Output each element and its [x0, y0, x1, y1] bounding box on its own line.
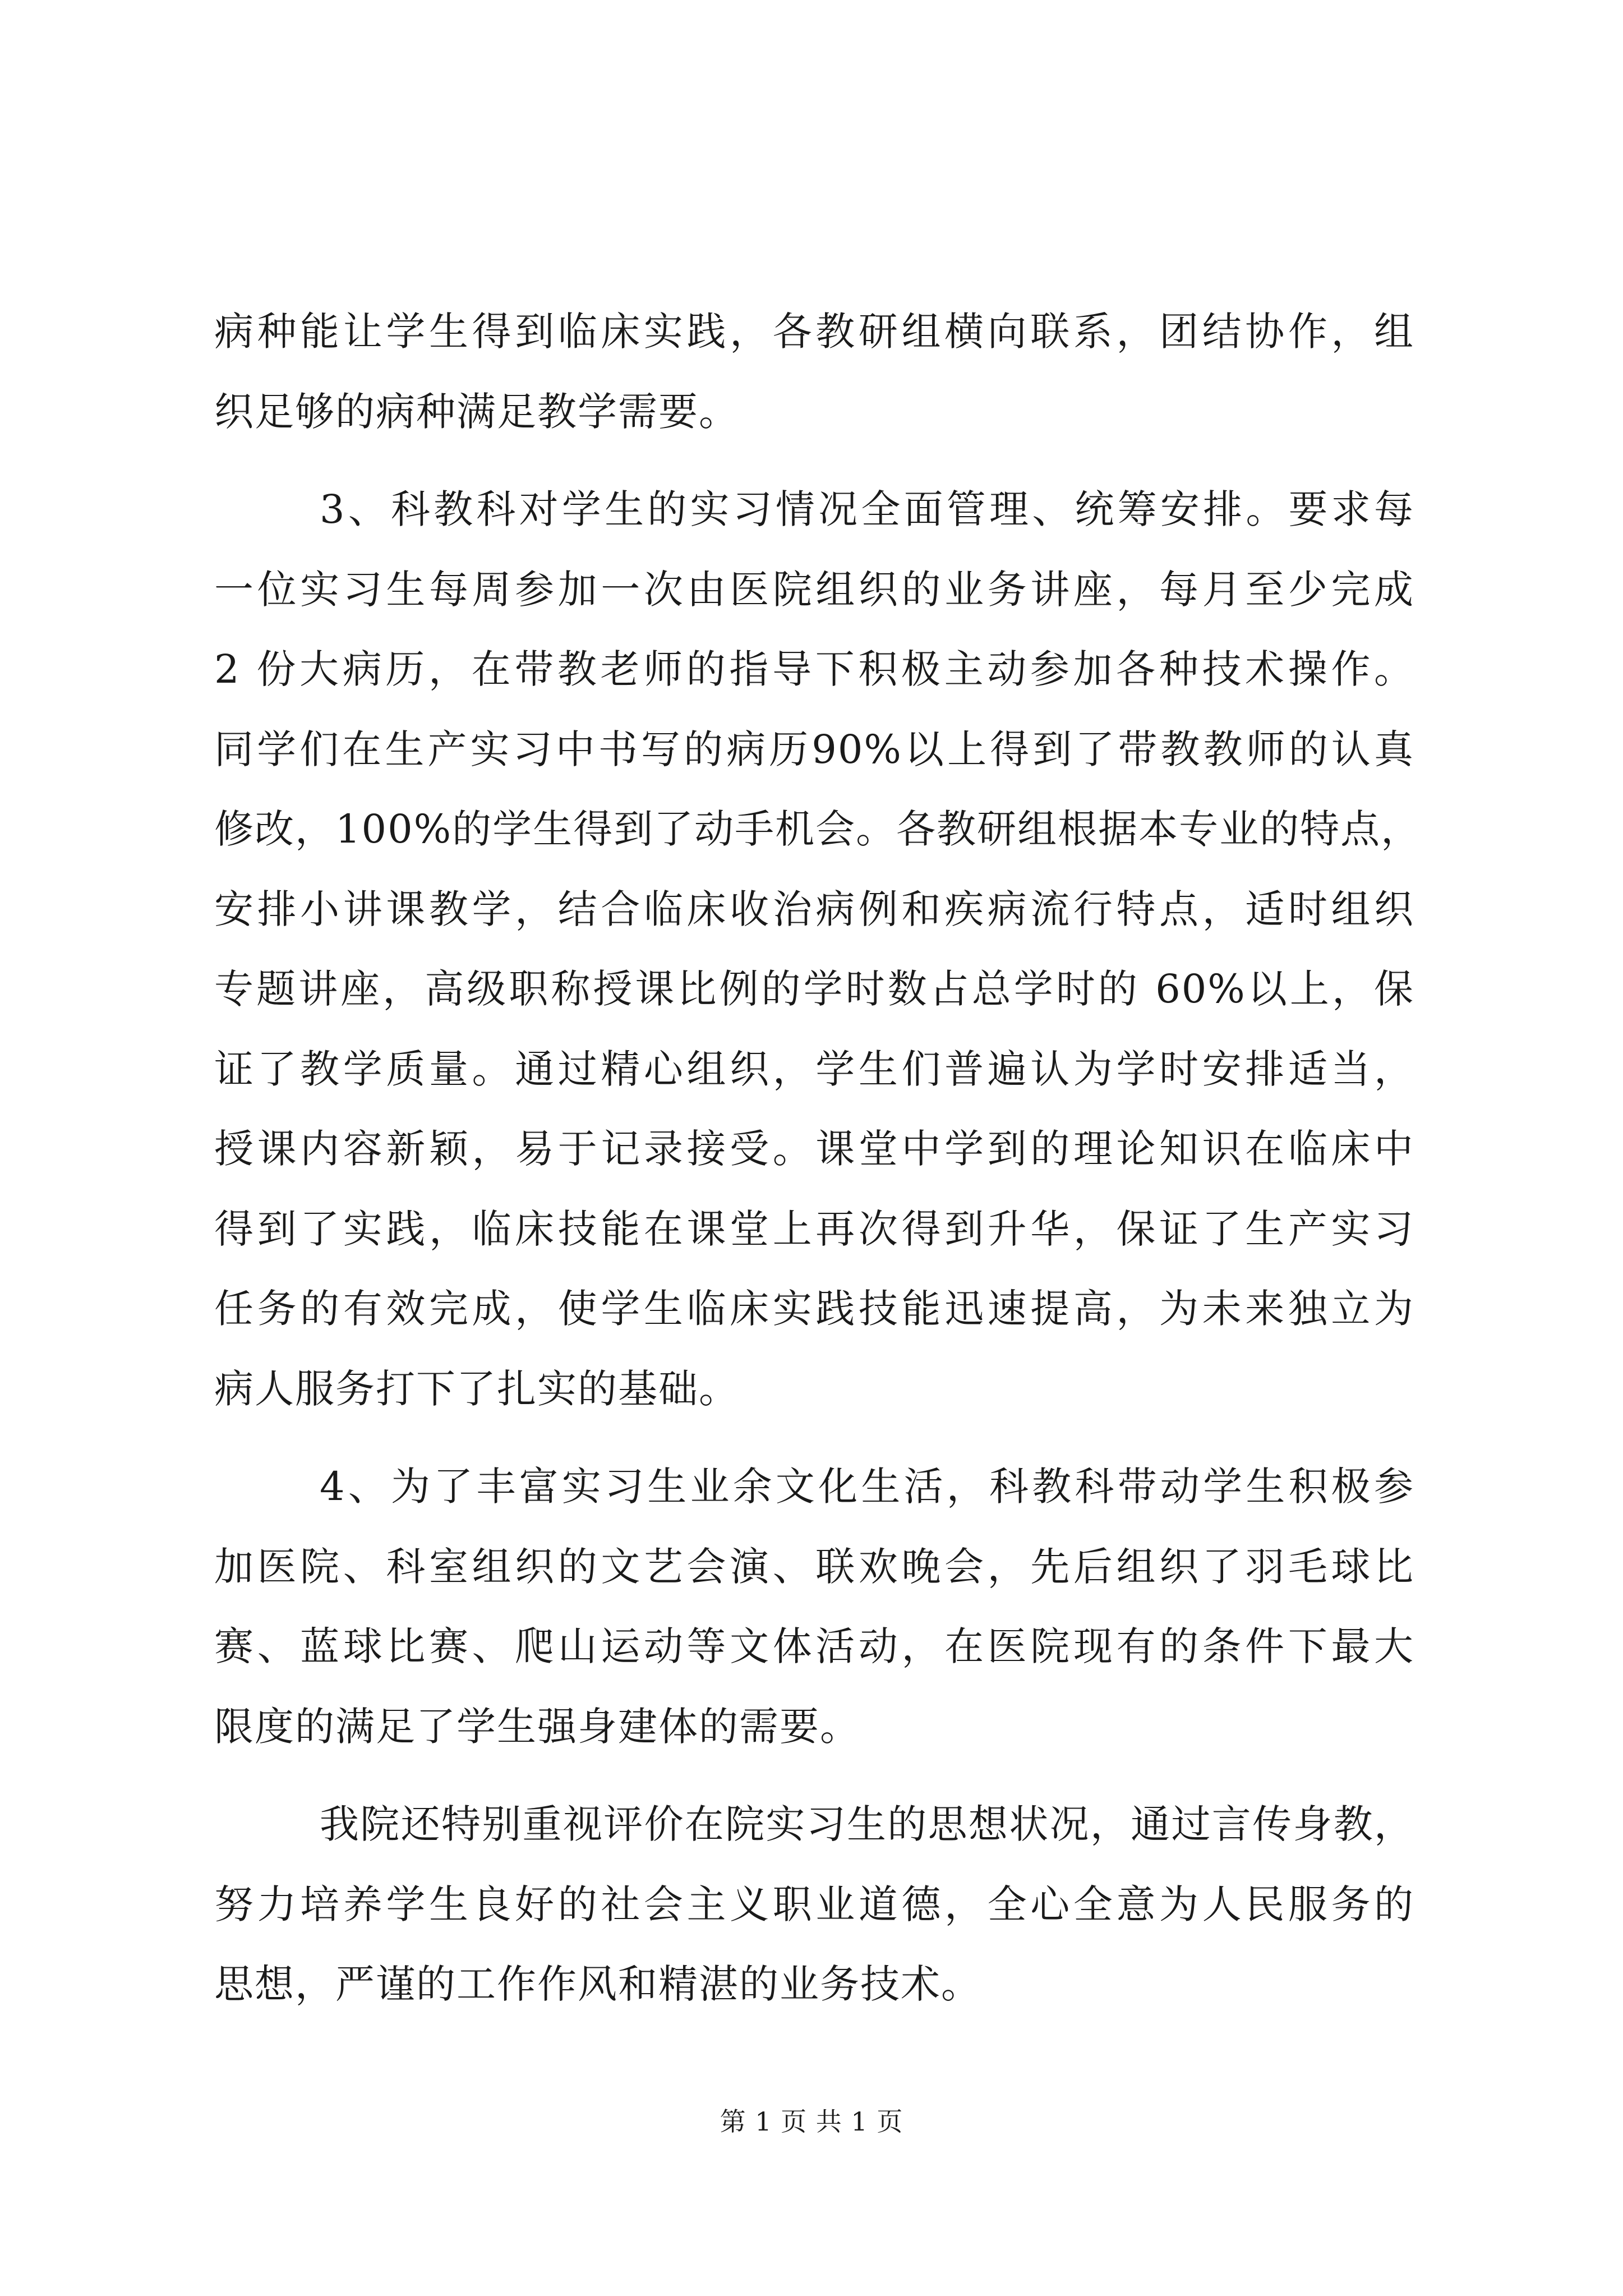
text-line: 专题讲座，高级职称授课比例的学时数占总学时的 60%以上，保	[214, 966, 1414, 1012]
text-line: 3、科教科对学生的实习情况全面管理、统筹安排。要求每	[320, 486, 1414, 532]
text-line: 得到了实践，临床技能在课堂上再次得到升华，保证了生产实习	[214, 1205, 1414, 1252]
text-line: 限度的满足了学生强身建体的需要。	[214, 1703, 860, 1750]
paragraph-gap	[214, 1429, 1414, 1447]
text-line: 4、为了丰富实习生业余文化生活，科教科带动学生积极参	[320, 1464, 1414, 1510]
text-line: 努力培养学生良好的社会主义职业道德，全心全意为人民服务的	[214, 1881, 1414, 1927]
text-line: 授课内容新颖，易于记录接受。课堂中学到的理论知识在临床中	[214, 1126, 1414, 1172]
text-line: 一位实习生每周参加一次由医院组织的业务讲座，每月至少完成	[214, 566, 1414, 613]
text-line: 病人服务打下了扎实的基础。	[214, 1365, 739, 1412]
text-line: 加医院、科室组织的文艺会演、联欢晚会，先后组织了羽毛球比	[214, 1543, 1414, 1590]
paragraph-gap	[214, 1766, 1414, 1784]
text-line: 织足够的病种满足教学需要。	[214, 388, 739, 435]
paragraph-1	[214, 292, 1414, 452]
paragraph-2	[214, 470, 1422, 1429]
text-line: 安排小讲课教学，结合临床收治病例和疾病流行特点，适时组织	[214, 886, 1414, 932]
page-number-footer: 第 1 页 共 1 页	[720, 2106, 903, 2137]
text-line: 病种能让学生得到临床实践，各教研组横向联系，团结协作，组	[214, 309, 1414, 355]
paragraph-gap	[214, 452, 1414, 470]
text-line: 赛、蓝球比赛、爬山运动等文体活动，在医院现有的条件下最大	[214, 1623, 1414, 1669]
text-line: 2 份大病历，在带教老师的指导下积极主动参加各种技术操作。	[214, 646, 1414, 692]
text-line: 思想，严谨的工作作风和精湛的业务技术。	[214, 1961, 981, 2007]
document-body	[214, 292, 1422, 2024]
paragraph-4	[214, 1784, 1414, 2024]
text-line: 任务的有效完成，使学生临床实践技能迅速提高，为未来独立为	[214, 1286, 1414, 1332]
text-line: 我院还特别重视评价在院实习生的思想状况，通过言传身教，	[320, 1801, 1414, 1847]
text-line: 证了教学质量。通过精心组织，学生们普遍认为学时安排适当，	[214, 1046, 1414, 1092]
text-line: 同学们在生产实习中书写的病历90%以上得到了带教教师的认真	[214, 726, 1414, 772]
paragraph-3	[214, 1447, 1414, 1766]
text-line: 修改，100%的学生得到了动手机会。各教研组根据本专业的特点，	[214, 806, 1422, 852]
